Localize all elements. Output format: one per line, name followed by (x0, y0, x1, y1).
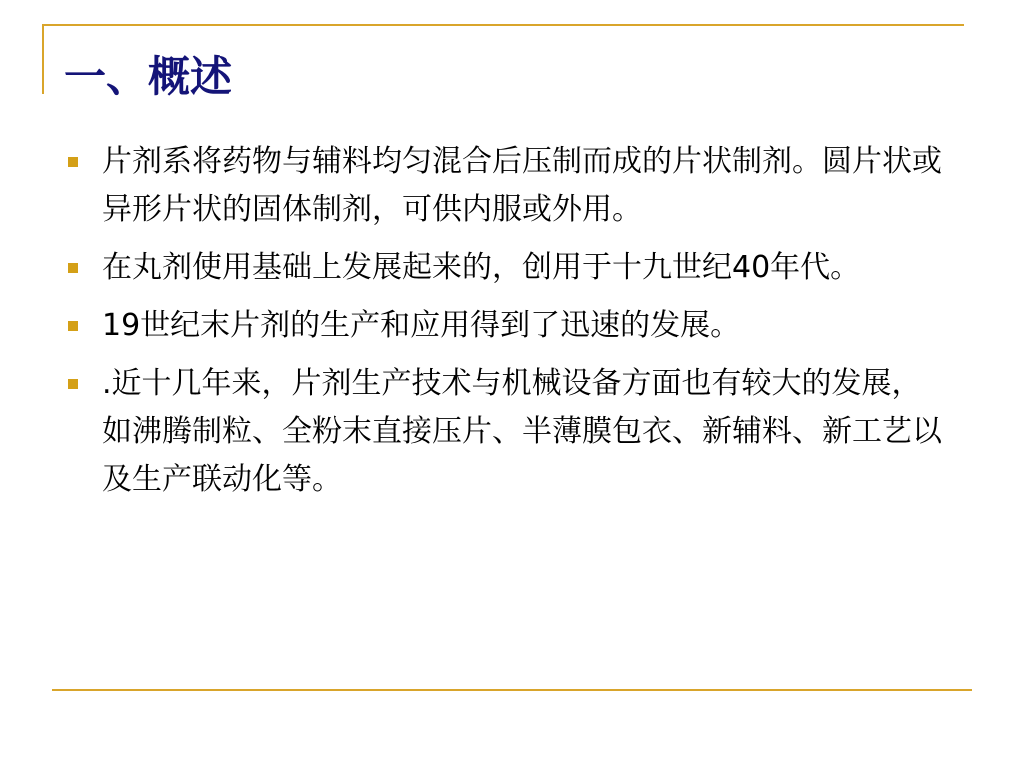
bullet-text: 在丸剂使用基础上发展起来的，创用于十九世纪40年代。 (102, 250, 861, 285)
bullet-item (64, 302, 944, 350)
bullet-list (64, 138, 944, 514)
bullet-item (64, 138, 944, 234)
square-bullet-icon (68, 379, 78, 389)
bullet-text: .近十几年来，片剂生产技术与机械设备方面也有较大的发展，如沸腾制粒、全粉末直接压片、半薄膜包衣、新辅料、新工艺以及生产联动化等。 (102, 366, 942, 497)
bullet-text: 19世纪末片剂的生产和应用得到了迅速的发展。 (102, 308, 741, 343)
slide-title: 一、概述 (64, 52, 233, 101)
bullet-item (64, 360, 944, 504)
frame-bottom-line (52, 689, 972, 691)
square-bullet-icon (68, 157, 78, 167)
frame-top-line (42, 24, 964, 26)
frame-left-line (42, 24, 44, 94)
bullet-item (64, 244, 944, 292)
bullet-text: 片剂系将药物与辅料均匀混合后压制而成的片状制剂。圆片状或异形片状的固体制剂，可供内服或外用。 (102, 144, 942, 227)
square-bullet-icon (68, 263, 78, 273)
square-bullet-icon (68, 321, 78, 331)
